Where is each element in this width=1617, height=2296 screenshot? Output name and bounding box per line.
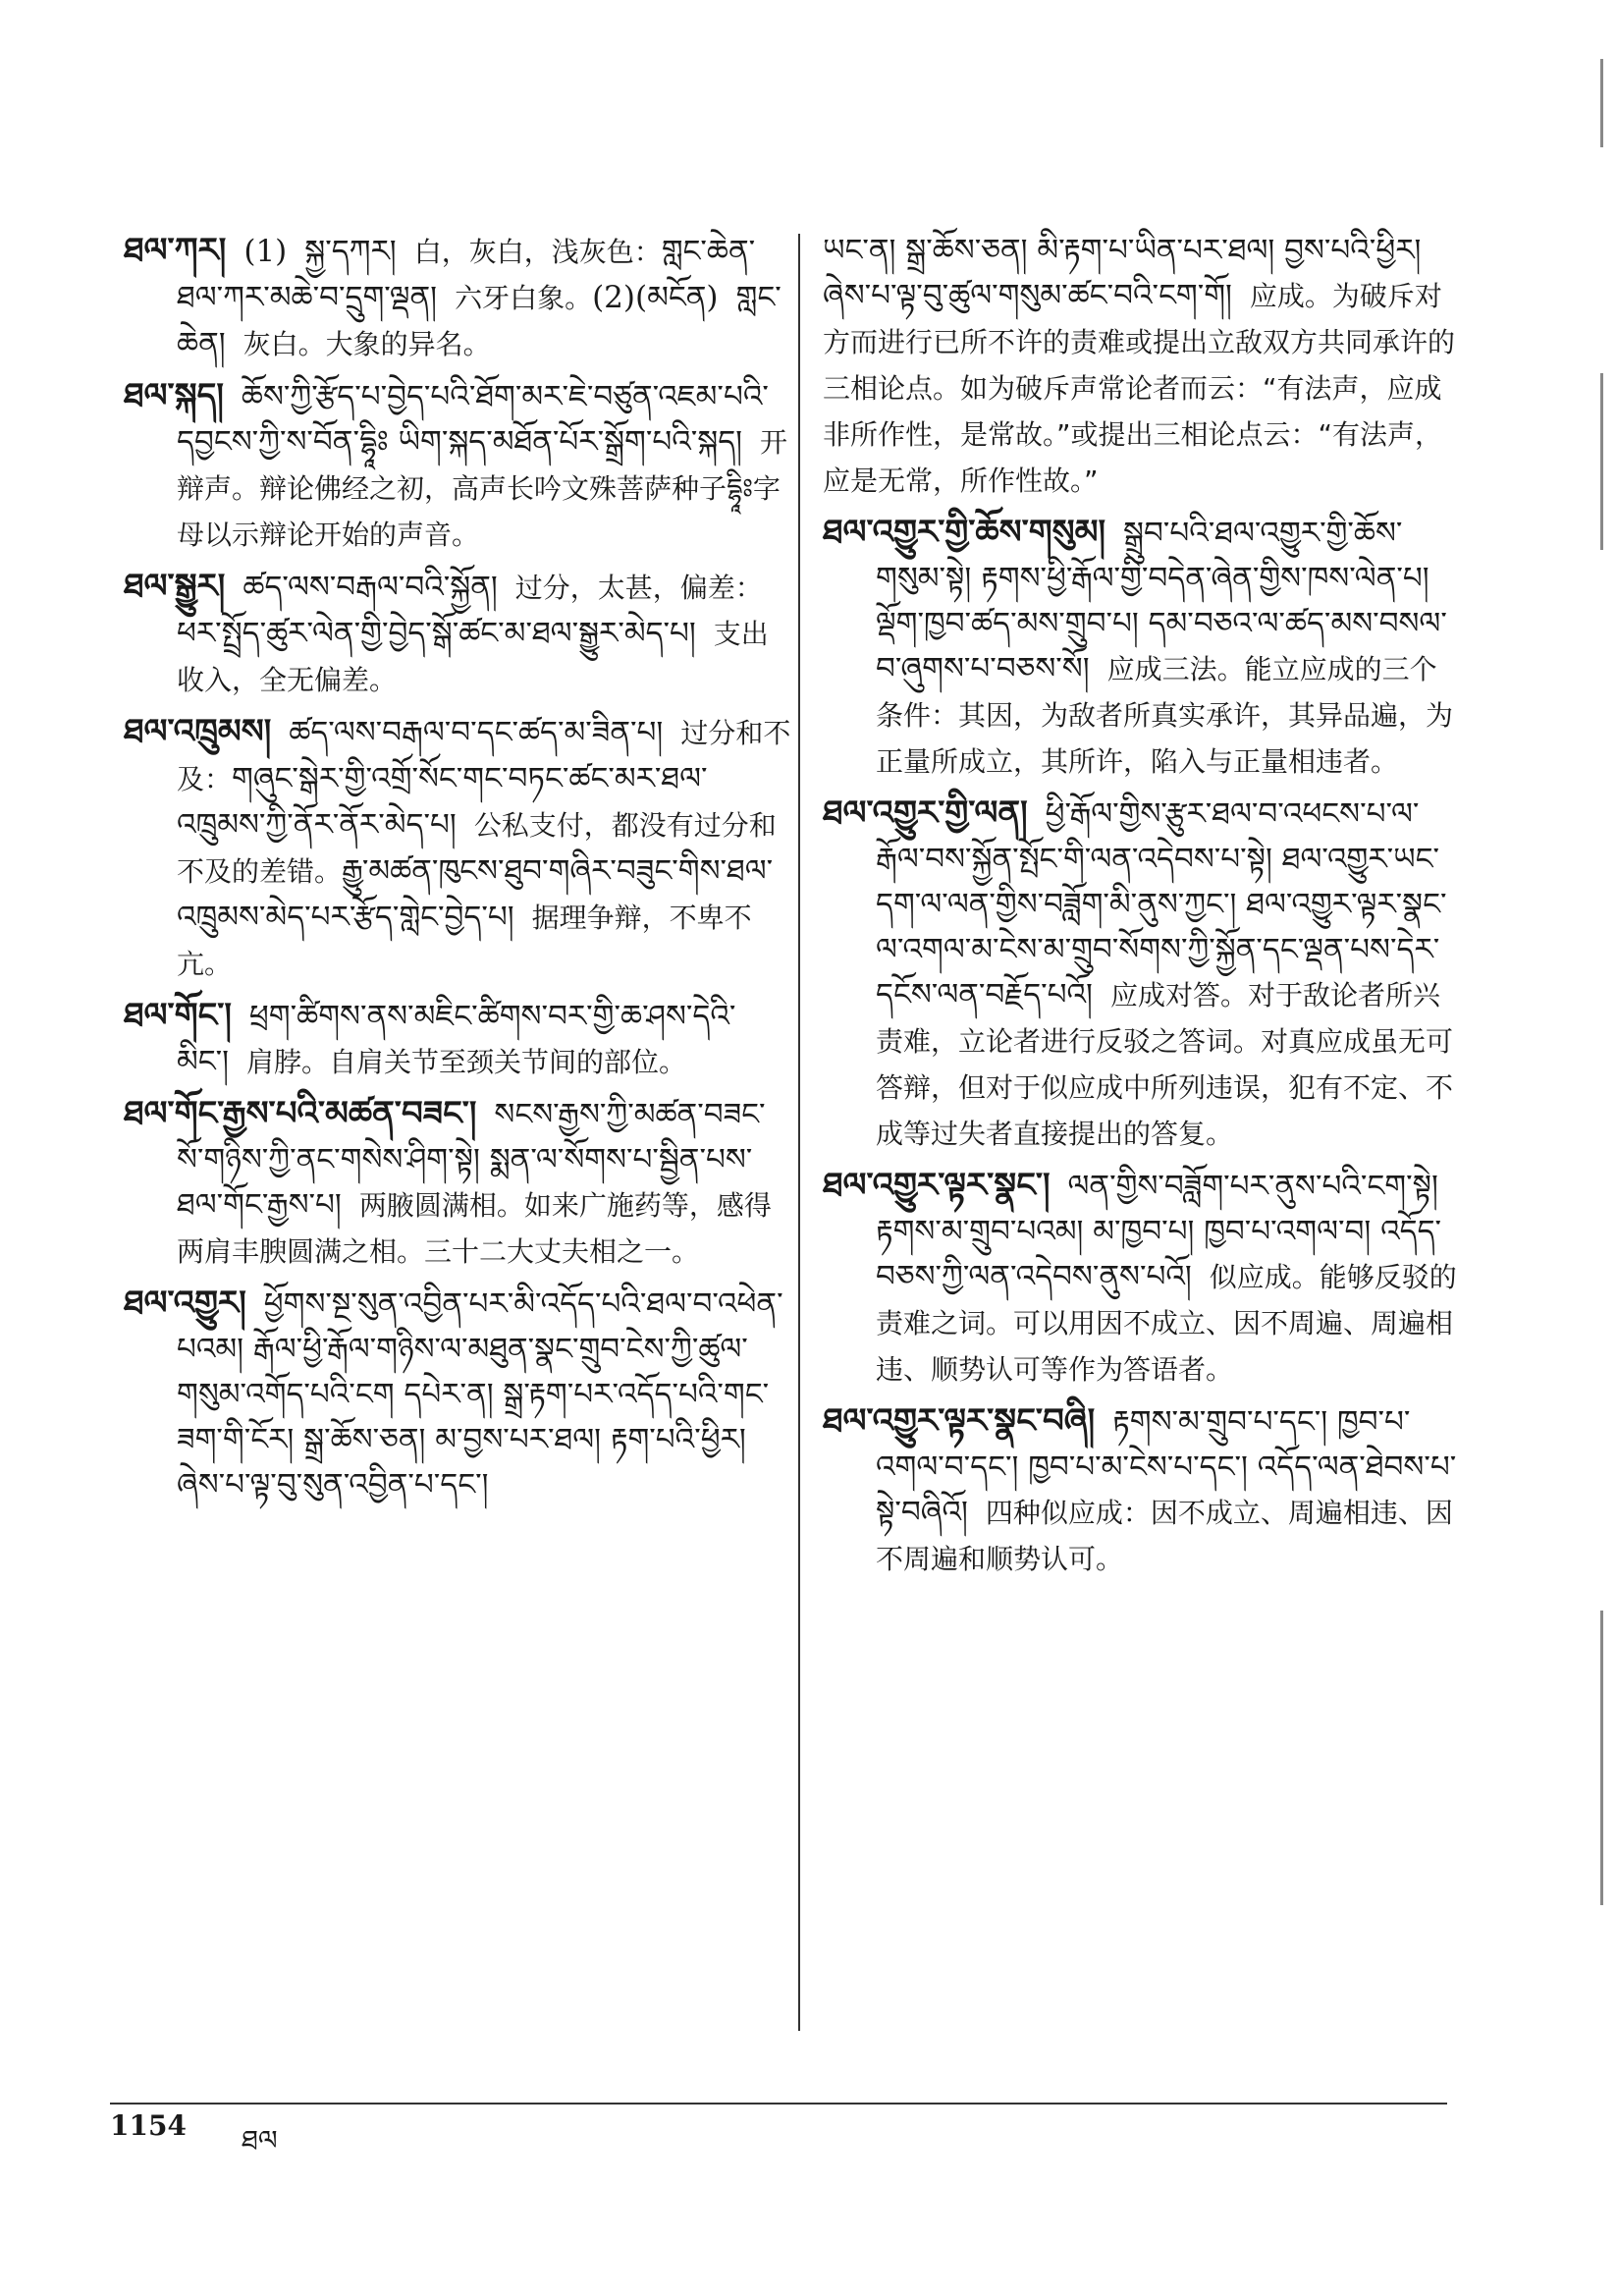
- tibetan-text: ཆོས་ཀྱི་རྩོད་པ་བྱེད་པའི་ཐོག་མར་ཇེ་བཙུན་འཇམ་པའི་དབྱངས་ཀྱི་ས་བོན་དྷཱིཿ ཡིག་སྐད་མཐོན་པོར་སྒྲོག་པའི་སྐད།: [177, 379, 769, 460]
- dictionary-entry: [823, 791, 1463, 1157]
- tibetan-text: གླང་ཆེན་ཐལ་ཀར་མཆེ་བ་དྲུག་ལྡན།: [177, 234, 756, 315]
- tibetan-text: ཡང་ན། སྒྲ་ཆོས་ཅན། མི་རྟག་པ་ཡིན་པར་ཐལ། བྱས་པའི་ཕྱིར། ཞེས་པ་ལྟ་བུ་ཚུལ་གསུམ་ཚང་བའི་ངག་གོ།: [823, 233, 1422, 313]
- dictionary-entry: [823, 510, 1463, 785]
- column-divider: [798, 234, 800, 2031]
- tibetan-text: རྟགས་མ་གྲུབ་པ་དང་། ཁྱབ་པ་འགལ་བ་དང་། ཁྱབ་པ་མ་ངེས་པ་དང་། འདོད་ལན་ཐེབས་པ་སྟེ་བཞིའོ།: [876, 1404, 1457, 1530]
- entry-headword: ཐལ་འགྱུར།: [124, 1284, 246, 1323]
- entry-headword: ཐལ་འགྱུར་གྱི་ལན།: [823, 793, 1028, 833]
- tibetan-text: ལན་གྱིས་བཟློག་པར་ནུས་པའི་ངག་སྟེ། རྟགས་མ་གྲུབ་པའམ། མ་ཁྱབ་པ། ཁྱབ་པ་འགལ་བ། འདོད་བཅས་ཀྱི་ལན་འདེབས་ནུས་པའོ།: [876, 1169, 1442, 1294]
- entry-headword: ཐལ་སྒྱུར།: [124, 567, 226, 606]
- running-head: ཐལ: [242, 2124, 278, 2157]
- chinese-gloss: 六牙白象。: [455, 282, 593, 314]
- entry-headword: ཐལ་འགྱུར་ལྟར་སྣང་བཞི།: [823, 1401, 1096, 1441]
- tibetan-text: ཚད་ལས་བརྒལ་བ་དང་ཚད་མ་ཟིན་པ།: [289, 715, 664, 750]
- chinese-gloss: 应成三法。能立应成的三个条件：其因，为敌者所真实承许，其异品遍，为正量所成立，其所许，陷入与正量相违者。: [876, 653, 1454, 778]
- dictionary-entry: [124, 1281, 791, 1507]
- chinese-gloss: 支出收入，全无偏差。: [177, 618, 769, 696]
- scan-edge-mark: [1600, 373, 1603, 550]
- tibetan-text: ཕྱི་རྒོལ་གྱིས་རྩུར་ཐལ་བ་འཕངས་པ་ལ་རྒོལ་བས་སྐྱོན་སྤོང་གི་ལན་འདེབས་པ་སྟེ། ཐལ་འགྱུར་ཡང་དག་ལ་ལན་གྱིས་བཟློག་མི་ནུས་ཀྱང་། ཐལ་འགྱུར་ལྟར་སྣང་ལ་འགལ་མ་ངེས་མ་གྲུབ་སོགས་ཀྱི་སྐྱོན་དང་ལྡན་པས་དེར་དངོས་ལན་བརྗོད་པའོ།: [876, 796, 1447, 1012]
- dictionary-entry: [823, 1163, 1463, 1393]
- dictionary-entry: [124, 228, 791, 367]
- chinese-gloss: 四种似应成：因不成立、周遍相违、因不周遍和顺势认可。: [876, 1497, 1453, 1575]
- dictionary-entry: [124, 709, 791, 987]
- scan-edge-mark: [1600, 59, 1603, 147]
- dictionary-entry: [823, 1398, 1463, 1582]
- entry-headword: ཐལ་འགྱུར་ལྟར་སྣང་།: [823, 1166, 1051, 1205]
- dictionary-entry: [124, 993, 791, 1085]
- dictionary-entry: [124, 373, 791, 558]
- chinese-gloss: 应成对答。对于敌论者所兴责难，立论者进行反驳之答词。对真应成虽无可答辩，但对于似应成中所列违误，犯有不定、不成等过失者直接提出的答复。: [876, 979, 1454, 1150]
- page-number: 1154: [110, 2109, 187, 2142]
- entry-headword: ཐལ་འགྱུར་གྱི་ཆོས་གསུམ།: [823, 513, 1106, 552]
- chinese-gloss: 肩脖。自肩关节至颈关节间的部位。: [246, 1046, 687, 1078]
- chinese-gloss: 灰白。大象的异名。: [243, 328, 491, 360]
- dictionary-entry: [124, 564, 791, 703]
- tibetan-text: སྐྱ་དཀར།: [304, 234, 397, 269]
- dictionary-entry: [823, 228, 1463, 504]
- chinese-gloss: 白，灰白，浅灰色：: [413, 236, 662, 268]
- entry-headword: ཐལ་གོང་།: [124, 996, 232, 1035]
- scan-edge-mark: [1600, 1611, 1603, 1905]
- tibetan-text: ཚད་ལས་བརྒལ་བའི་སྐྱོན།: [243, 570, 498, 605]
- chinese-gloss: 过分和不及：: [177, 717, 791, 795]
- tibetan-text: ཕར་སྤྲོད་ཚུར་ལེན་གྱི་བྱེད་སྒོ་ཚང་མ་ཐལ་སྒྱུར་མེད་པ།: [177, 616, 696, 651]
- chinese-gloss: 似应成。能够反驳的责难之词。可以用因不成立、因不周遍、周遍相违、顺势认可等作为答语者。: [876, 1261, 1457, 1386]
- dictionary-entry: [124, 1091, 791, 1275]
- entry-headword: ཐལ་ཀར།: [124, 231, 227, 270]
- tibetan-text: རྒྱུ་མཚན་ཁུངས་ཐུབ་གཞིར་བཟུང་གིས་ཐལ་འཁྲུམས་མེད་པར་རྩོད་གླེང་བྱེད་པ།: [177, 853, 774, 935]
- left-column: [124, 228, 791, 1513]
- tibetan-text: ཕྲག་ཚིགས་ནས་མཇིང་ཚིགས་བར་གྱི་ཆ་ཤས་དེའི་མིང་།: [177, 999, 736, 1079]
- tibetan-text: སངས་རྒྱས་ཀྱི་མཚན་བཟང་སོ་གཉིས་ཀྱི་ནང་གསེས་ཤིག་སྟེ། སྨན་ལ་སོགས་པ་སྦྱིན་པས་ཐལ་གོང་རྒྱས་པ།: [177, 1097, 766, 1223]
- tibetan-text: གཞུང་སྒེར་གྱི་འགྲོ་སོང་གང་བཏང་ཚང་མར་ཐལ་འཁྲུམས་ཀྱི་ནོར་ནོར་མེད་པ།: [177, 761, 708, 843]
- chinese-gloss: 开辩声。辩论佛经之初，高声长吟文殊菩萨种子དྷཱིཿ字母以示辩论开始的声音。: [177, 426, 788, 551]
- tibetan-text: ཕྱོགས་སྔ་སུན་འབྱིན་པར་མི་འདོད་པའི་ཐལ་བ་འཕེན་པའམ། རྒོལ་ཕྱི་རྒོལ་གཉིས་ལ་མཐུན་སྣང་གྲུབ་ངེས་ཀྱི་ཚུལ་གསུམ་འགོད་པའི་ངག དཔེར་ན། སྒྲ་རྟག་པར་འདོད་པའི་གང་ཟག་གི་ངོར། སྒྲ་ཆོས་ཅན། མ་བྱས་པར་ཐལ། རྟག་པའི་ཕྱིར། ཞེས་པ་ལྟ་བུ་སུན་འབྱིན་པ་དང་།: [177, 1286, 783, 1503]
- footer-rule: [110, 2103, 1447, 2105]
- right-column: [823, 228, 1463, 1588]
- chinese-gloss: 两腋圆满相。如来广施药等，感得两肩丰腴圆满之相。三十二大丈夫相之一。: [177, 1189, 772, 1268]
- entry-headword: ཐལ་གོང་རྒྱས་པའི་མཚན་བཟང་།: [124, 1094, 477, 1133]
- sense-number: (2)(མངོན): [592, 280, 719, 315]
- tibetan-text: གླང་ཆེན།: [177, 280, 782, 361]
- sense-number: (1): [243, 234, 288, 269]
- chinese-gloss: 应成。为破斥对方而进行已所不许的责难或提出立敌双方共同承许的三相论点。如为破斥声常论者而云：“有法声，应成非所作性，是常故。”或提出三相论点云：“有法声，应是无常，所作性故。”: [823, 280, 1456, 497]
- entry-headword: ཐལ་སྐད།: [124, 376, 224, 415]
- chinese-gloss: 公私支付，都没有过分和不及的差错。: [177, 809, 777, 888]
- entry-headword: ཐལ་འཁྲུམས།: [124, 712, 272, 751]
- chinese-gloss: 据理争辩，不卑不亢。: [177, 902, 752, 980]
- tibetan-text: སྒྲུབ་པའི་ཐལ་འགྱུར་གྱི་ཆོས་གསུམ་སྟེ། རྟགས་ཕྱི་རྒོལ་གྱི་བདེན་ཞེན་གྱིས་ཁས་ལེན་པ། ལྡོག་ཁྱབ་ཚད་མས་གྲུབ་པ། དམ་བཅའ་ལ་ཚད་མས་བསལ་བ་ཞུགས་པ་བཅས་སོ།: [876, 516, 1447, 686]
- chinese-gloss: 过分，太甚，偏差：: [514, 572, 763, 604]
